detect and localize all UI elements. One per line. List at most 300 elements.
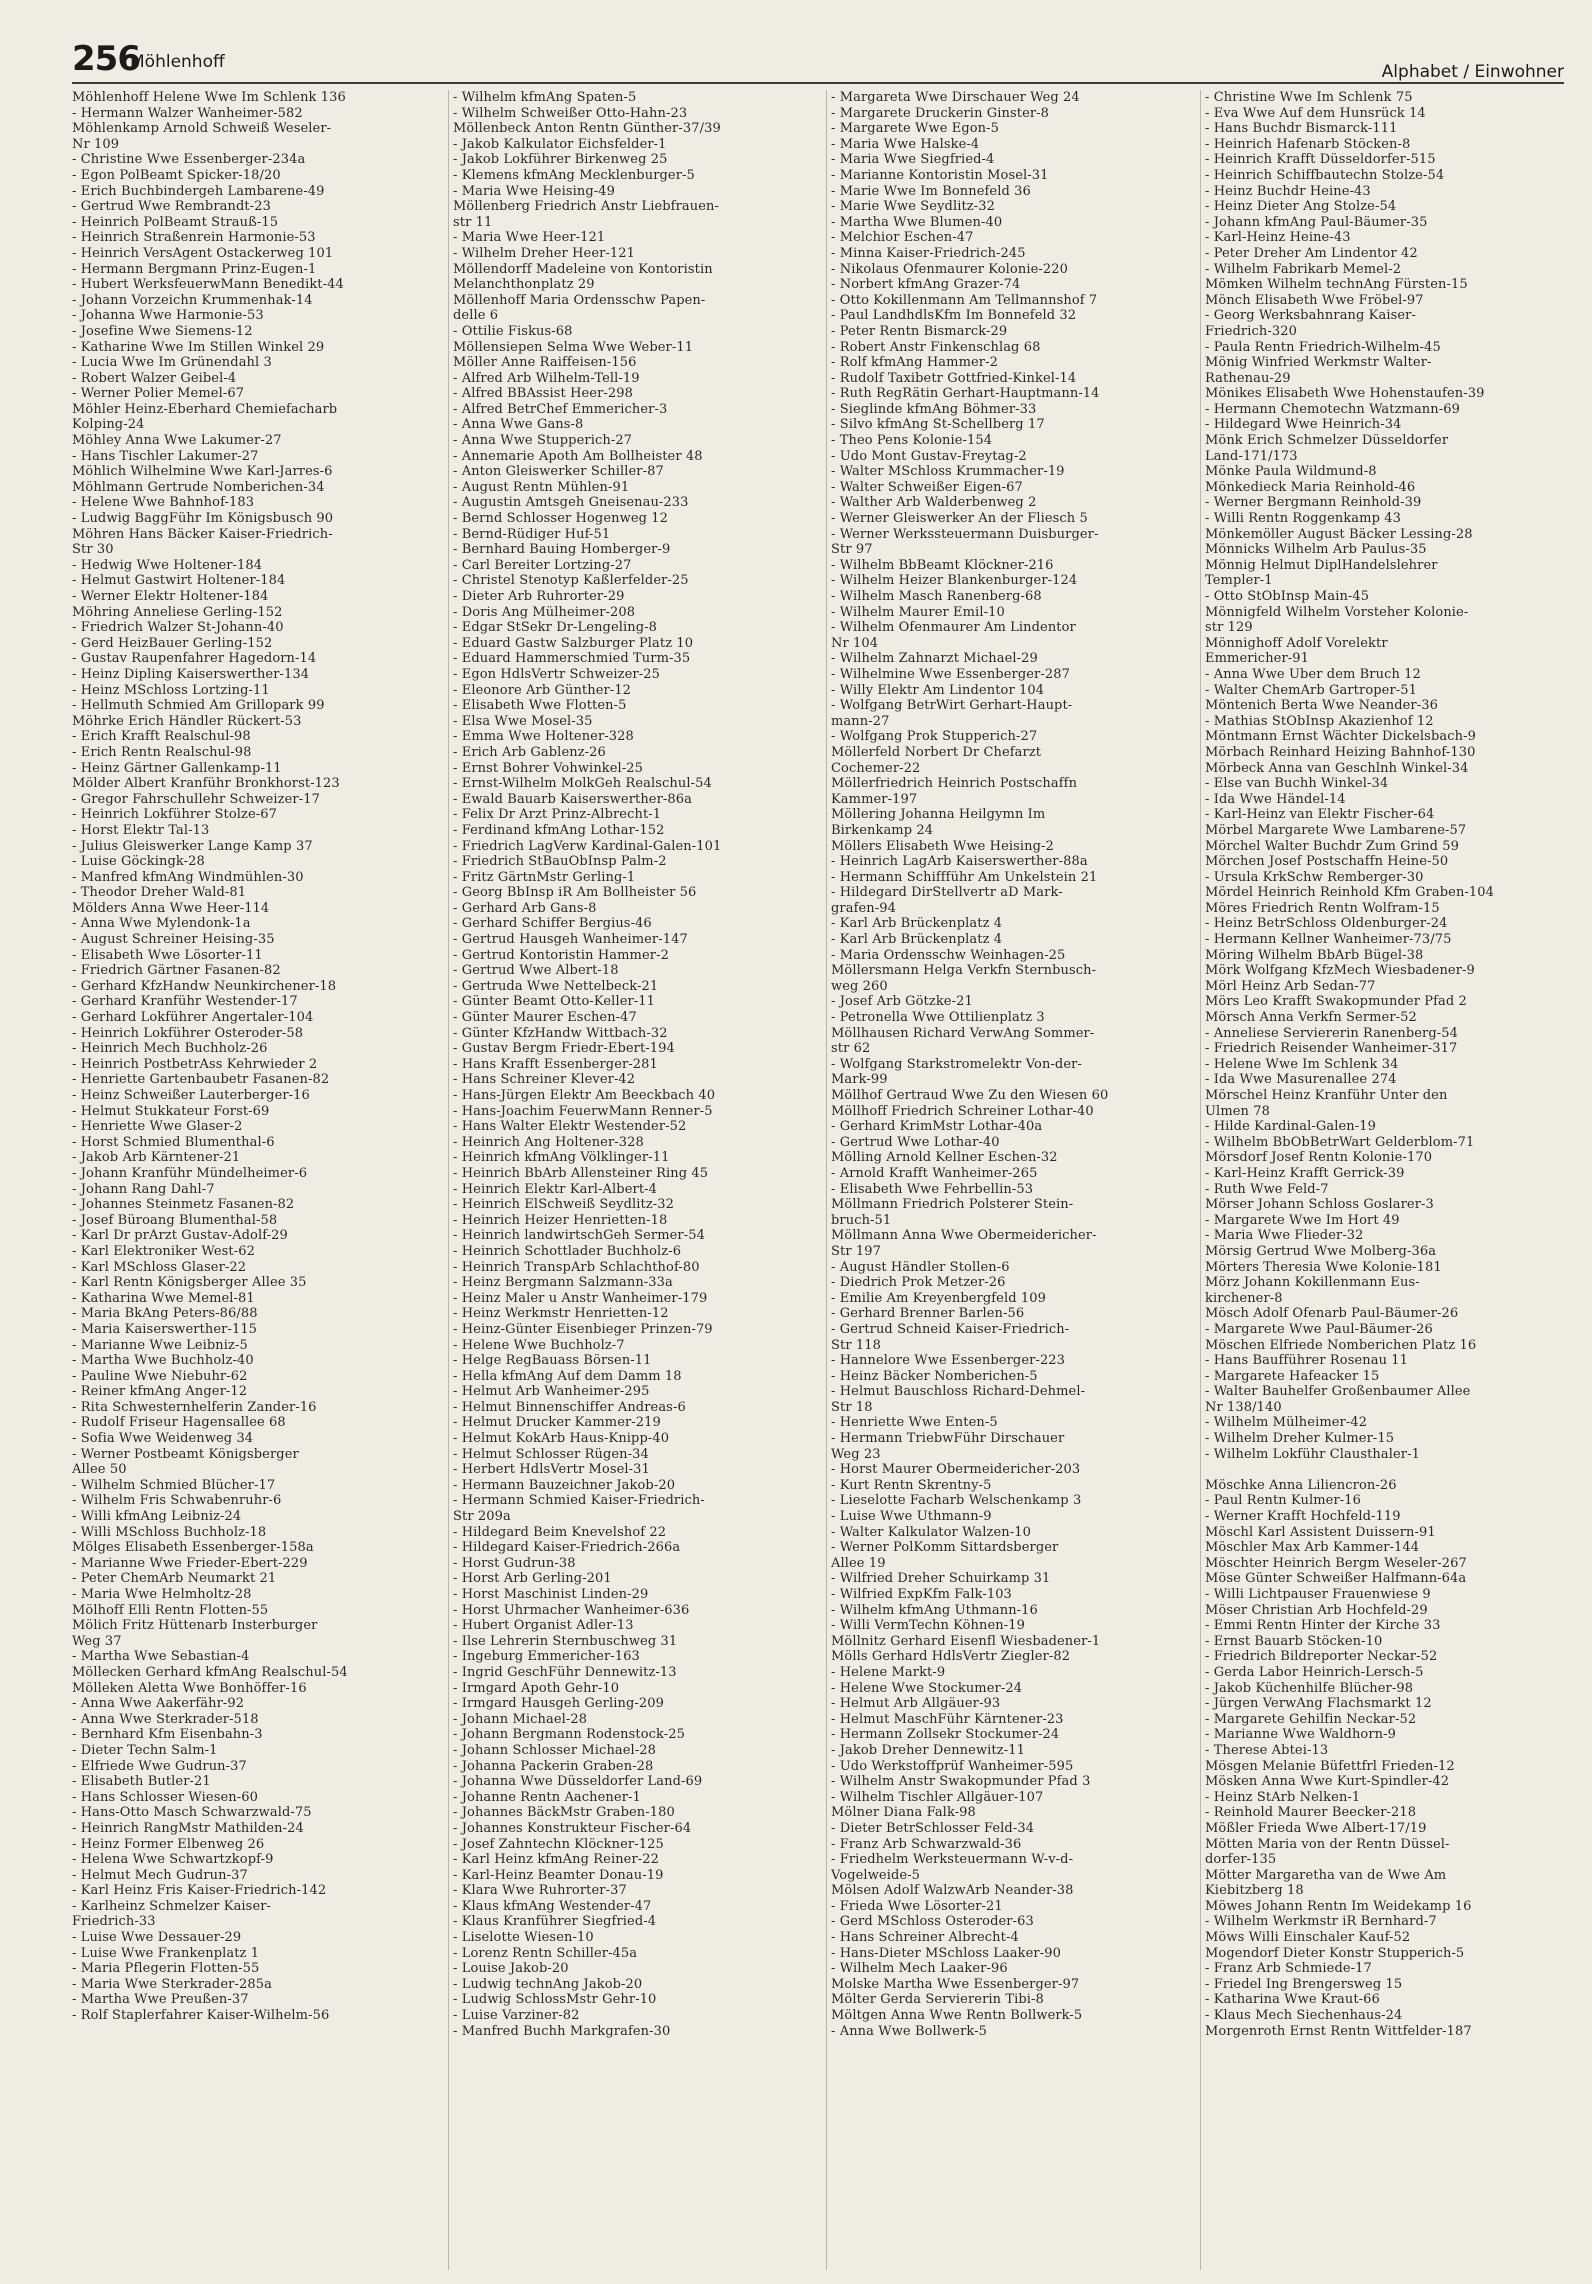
- directory-entry: - August Händler Stollen-6: [831, 1259, 1010, 1275]
- directory-entry: Friedrich-33: [72, 1914, 156, 1930]
- directory-entry: - Ruth Wwe Feld-7: [1205, 1181, 1329, 1197]
- directory-entry: - Heinz BetrSchloss Oldenburger-24: [1205, 916, 1448, 932]
- directory-entry: Mölleken Aletta Wwe Bonhöffer-16: [72, 1680, 307, 1696]
- directory-entry: Möllers Elisabeth Wwe Heising-2: [831, 838, 1054, 854]
- directory-entry: Emmericher-91: [1205, 651, 1310, 667]
- directory-entry: - Arnold Krafft Wanheimer-265: [831, 1165, 1038, 1181]
- directory-entry: bruch-51: [831, 1212, 892, 1228]
- directory-entry: - Bernd Schlosser Hogenweg 12: [453, 511, 669, 527]
- directory-entry: Mölders Anna Wwe Heer-114: [72, 900, 270, 916]
- directory-entry: Möllnitz Gerhard Eisenfl Wiesbadener-1: [831, 1633, 1101, 1649]
- directory-entry: - Georg Werksbahnrang Kaiser-: [1205, 308, 1416, 324]
- directory-entry: - Christine Wwe Essenberger-234a: [72, 152, 306, 168]
- directory-entry: - Klaus kfmAng Westender-47: [453, 1898, 652, 1914]
- directory-entry: - Klaus Mech Siechenhaus-24: [1205, 2008, 1403, 2024]
- directory-columns: [72, 90, 1564, 2270]
- directory-entry: - Elfriede Wwe Gudrun-37: [72, 1758, 247, 1774]
- directory-entry: - Liselotte Wiesen-10: [453, 1930, 594, 1946]
- directory-entry: - Eleonore Arb Günther-12: [453, 682, 632, 698]
- directory-entry: str 11: [453, 214, 493, 230]
- directory-entry: - Egon HdlsVertr Schweizer-25: [453, 666, 660, 682]
- directory-entry: - Hans Krafft Essenberger-281: [453, 1056, 658, 1072]
- directory-entry: - Horst Gudrun-38: [453, 1555, 576, 1571]
- directory-entry: - Friedrich Bildreporter Neckar-52: [1205, 1649, 1438, 1665]
- directory-entry: - Johann Michael-28: [453, 1711, 588, 1727]
- directory-entry: - Heinrich PolBeamt Strauß-15: [72, 214, 279, 230]
- directory-entry: - Hans-Jürgen Elektr Am Beeckbach 40: [453, 1088, 716, 1103]
- directory-entry: - Hedwig Wwe Holtener-184: [72, 557, 263, 573]
- directory-entry: Möschke Anna Liliencron-26: [1205, 1477, 1397, 1493]
- directory-entry: - Emma Wwe Holtener-328: [453, 729, 634, 745]
- directory-entry: Möller Anne Raiffeisen-156: [453, 355, 637, 371]
- directory-entry: - Helge RegBauass Börsen-11: [453, 1353, 652, 1369]
- directory-entry: - Josef Arb Götzke-21: [831, 994, 973, 1010]
- directory-entry: - Helmut Arb Allgäuer-93: [831, 1696, 1001, 1712]
- directory-entry: - Marianne Wwe Waldhorn-9: [1205, 1727, 1397, 1743]
- directory-entry: - Johann Bergmann Rodenstock-25: [453, 1727, 685, 1743]
- directory-entry: - Willi MSchloss Buchholz-18: [72, 1524, 267, 1540]
- directory-entry: - Ludwig technAng Jakob-20: [453, 1976, 643, 1992]
- directory-entry: - Wilfried Dreher Schuirkamp 31: [831, 1571, 1051, 1587]
- directory-entry: - Johanna Packerin Graben-28: [453, 1758, 654, 1774]
- directory-entry: - Heinz Bäcker Nomberichen-5: [831, 1368, 1038, 1384]
- directory-entry: Mönch Elisabeth Wwe Fröbel-97: [1205, 292, 1424, 308]
- directory-entry: - Willi Lichtpauser Frauenwiese 9: [1205, 1587, 1431, 1602]
- directory-entry: - Hans Walter Elektr Westender-52: [453, 1119, 687, 1135]
- directory-entry: - Maria Wwe Siegfried-4: [831, 152, 995, 168]
- directory-entry: - Luise Wwe Dessauer-29: [72, 1930, 242, 1946]
- directory-entry: - Felix Dr Arzt Prinz-Albrecht-1: [453, 807, 662, 823]
- directory-entry: - Heinrich landwirtschGeh Sermer-54: [453, 1228, 705, 1244]
- directory-entry: - Marie Wwe Im Bonnefeld 36: [831, 183, 1031, 199]
- directory-entry: - Julius Gleiswerker Lange Kamp 37: [72, 838, 313, 854]
- directory-entry: - Kurt Rentn Skrentny-5: [831, 1477, 992, 1493]
- directory-entry: - Bernd-Rüdiger Huf-51: [453, 526, 611, 542]
- directory-entry: Morgenroth Ernst Rentn Wittfelder-187: [1205, 2023, 1472, 2039]
- directory-entry: - Helene Wwe Im Schlenk 34: [1205, 1056, 1399, 1072]
- directory-entry: - Rita Schwesternhelferin Zander-16: [72, 1399, 317, 1415]
- directory-entry: - Heinz Bergmann Salzmann-33a: [453, 1275, 673, 1291]
- directory-entry: Rathenau-29: [1205, 370, 1291, 386]
- directory-entry: Mönke Paula Wildmund-8: [1205, 464, 1377, 480]
- directory-entry: - Martha Wwe Preußen-37: [72, 1992, 249, 2008]
- directory-entry: Möschen Elfriede Nomberichen Platz 16: [1205, 1337, 1477, 1353]
- directory-entry: - Wilhelm Dreher Kulmer-15: [1205, 1431, 1395, 1447]
- directory-entry: - Wilhelm kfmAng Spaten-5: [453, 90, 637, 105]
- directory-entry: Mölner Diana Falk-98: [831, 1805, 976, 1821]
- directory-entry: - Hans Schreiner Albrecht-4: [831, 1930, 1019, 1946]
- directory-entry: Möllersmann Helga Verkfn Sternbusch-: [831, 963, 1097, 979]
- directory-entry: - Wilhelm BbObBetrWart Gelderblom-71: [1205, 1134, 1475, 1150]
- directory-entry: weg 260: [831, 978, 888, 994]
- directory-entry: - Günter KfzHandw Wittbach-32: [453, 1025, 668, 1041]
- directory-entry: - Horst Maurer Obermeidericher-203: [831, 1462, 1081, 1478]
- directory-entry: - Karl-Heinz Heine-43: [1205, 230, 1351, 246]
- directory-entry: - Manfred Buchh Markgrafen-30: [453, 2023, 671, 2039]
- directory-entry: Mölges Elisabeth Essenberger-158a: [72, 1540, 314, 1556]
- directory-entry: - Augustin Amtsgeh Gneisenau-233: [453, 495, 689, 511]
- directory-entry: - Heinrich Lokführer Osteroder-58: [72, 1025, 304, 1041]
- directory-entry: Mölder Albert Kranführ Bronkhorst-123: [72, 776, 340, 792]
- directory-entry: - Heinrich Schiffbautechn Stolze-54: [1205, 167, 1445, 183]
- directory-entry: - Werner Krafft Hochfeld-119: [1205, 1509, 1401, 1525]
- directory-entry: - Paula Rentn Friedrich-Wilhelm-45: [1205, 339, 1441, 355]
- directory-entry: Weg 37: [72, 1633, 122, 1649]
- directory-entry: Möntenich Berta Wwe Neander-36: [1205, 698, 1438, 714]
- directory-entry: - Gerd MSchloss Osteroder-63: [831, 1914, 1034, 1930]
- directory-entry: - Egon PolBeamt Spicker-18/20: [72, 167, 281, 183]
- directory-entry: - Katharina Wwe Kraut-66: [1205, 1992, 1380, 2008]
- directory-entry: - Friedrich Gärtner Fasanen-82: [72, 963, 281, 979]
- directory-entry: Str 30: [72, 542, 114, 558]
- directory-entry: - Hermann Kellner Wanheimer-73/75: [1205, 932, 1452, 948]
- directory-entry: - Dieter BetrSchlosser Feld-34: [831, 1820, 1035, 1836]
- directory-entry: - Lieselotte Facharb Welschenkamp 3: [831, 1493, 1082, 1509]
- directory-entry: Möntmann Ernst Wächter Dickelsbach-9: [1205, 729, 1476, 745]
- directory-entry: - Helmut KokArb Haus-Knipp-40: [453, 1431, 670, 1447]
- directory-entry: Ulmen 78: [1205, 1103, 1270, 1119]
- directory-entry: delle 6: [453, 308, 499, 324]
- directory-entry: - Manfred kfmAng Windmühlen-30: [72, 869, 304, 885]
- directory-entry: - Eduard Gastw Salzburger Platz 10: [453, 635, 694, 651]
- directory-entry: Molske Martha Wwe Essenberger-97: [831, 1976, 1080, 1992]
- directory-entry: - Hubert WerksfeuerwMann Benedikt-44: [72, 277, 344, 293]
- directory-entry: - Rolf kfmAng Hammer-2: [831, 355, 998, 371]
- directory-entry: Mörs Leo Krafft Swakopmunder Pfad 2: [1205, 994, 1467, 1010]
- directory-entry: - Lucia Wwe Im Grünendahl 3: [72, 355, 272, 371]
- directory-entry: - Wilhelm Masch Ranenberg-68: [831, 589, 1042, 604]
- directory-entry: - Gerhard Lokführer Angertaler-104: [72, 1010, 314, 1026]
- directory-entry: - Hildegard DirStellvertr aD Mark-: [831, 885, 1063, 901]
- directory-entry: - Gerhard Brenner Barlen-56: [831, 1306, 1025, 1322]
- directory-entry: - Werner Gleiswerker An der Fliesch 5: [831, 511, 1088, 527]
- directory-entry: Str 197: [831, 1243, 881, 1259]
- directory-entry: - Wilhelm Mülheimer-42: [1205, 1415, 1368, 1431]
- directory-entry: Friedrich-320: [1205, 323, 1297, 339]
- directory-entry: Mörz Johann Kokillenmann Eus-: [1205, 1275, 1420, 1291]
- directory-entry: - Werner PolKomm Sittardsberger: [831, 1540, 1059, 1556]
- directory-entry: - Hilde Kardinal-Galen-19: [1205, 1119, 1376, 1135]
- directory-entry: - Luise Wwe Uthmann-9: [831, 1509, 992, 1525]
- directory-entry: Allee 50: [72, 1462, 127, 1478]
- directory-entry: - Sofia Wwe Weidenweg 34: [72, 1431, 254, 1447]
- directory-entry: - Günter Maurer Eschen-47: [453, 1010, 637, 1026]
- directory-entry: - Wilhelm Lokführ Clausthaler-1: [1205, 1446, 1420, 1462]
- directory-entry: - Johannes BäckMstr Graben-180: [453, 1805, 675, 1821]
- directory-entry: - Peter ChemArb Neumarkt 21: [72, 1571, 277, 1587]
- directory-entry: - Heinrich Schottlader Buchholz-6: [453, 1243, 682, 1259]
- directory-entry: - Anna Wwe Sterkrader-518: [72, 1711, 259, 1727]
- directory-entry: - Hans-Otto Masch Schwarzwald-75: [72, 1805, 312, 1821]
- directory-entry: - Hans Schreiner Klever-42: [453, 1072, 636, 1088]
- directory-entry: - Heinrich Elektr Karl-Albert-4: [453, 1181, 658, 1197]
- directory-entry: Mölls Gerhard HdlsVertr Ziegler-82: [831, 1649, 1071, 1665]
- directory-entry: - Margarete Wwe Im Hort 49: [1205, 1212, 1400, 1228]
- directory-entry: - Willi VermTechn Köhnen-19: [831, 1618, 1025, 1634]
- directory-entry: - Friedrich Walzer St-Johann-40: [72, 620, 284, 636]
- directory-entry: Möhring Anneliese Gerling-152: [72, 604, 283, 620]
- directory-entry: - Christine Wwe Im Schlenk 75: [1205, 90, 1413, 105]
- directory-entry: - Hella kfmAng Auf dem Damm 18: [453, 1368, 682, 1384]
- directory-entry: Möws Willi Einschaler Kauf-52: [1205, 1930, 1411, 1946]
- directory-entry: Möse Günter Schweißer Halfmann-64a: [1205, 1571, 1467, 1587]
- directory-entry: Kammer-197: [831, 791, 918, 807]
- directory-entry: - Karl Arb Brückenplatz 4: [831, 932, 1003, 948]
- directory-entry: Mönkedieck Maria Reinhold-46: [1205, 479, 1416, 495]
- directory-entry: - Maria Kaiserswerther-115: [72, 1321, 258, 1337]
- directory-entry: - Willi kfmAng Leibniz-24: [72, 1509, 242, 1525]
- directory-entry: - Heinrich PostbetrAss Kehrwieder 2: [72, 1056, 318, 1072]
- directory-entry: Möser Christian Arb Hochfeld-29: [1205, 1602, 1428, 1618]
- directory-entry: Mösken Anna Wwe Kurt-Spindler-42: [1205, 1774, 1450, 1790]
- directory-entry: - Ernst-Wilhelm MolkGeh Realschul-54: [453, 776, 712, 792]
- directory-entry: - Norbert kfmAng Grazer-74: [831, 277, 1021, 293]
- directory-entry: - Ruth RegRätin Gerhart-Hauptmann-14: [831, 386, 1100, 402]
- directory-entry: - Karl Arb Brückenplatz 4: [831, 916, 1003, 932]
- directory-entry: - Klemens kfmAng Mecklenburger-5: [453, 167, 695, 183]
- directory-entry: - Katharina Wwe Memel-81: [72, 1290, 255, 1306]
- directory-entry: Mösch Adolf Ofenarb Paul-Bäumer-26: [1205, 1306, 1459, 1322]
- directory-entry: - Maria Ordensschw Weinhagen-25: [831, 947, 1066, 963]
- directory-entry: Mönig Winfried Werkmstr Walter-: [1205, 355, 1432, 371]
- directory-entry: - Jürgen VerwAng Flachsmarkt 12: [1205, 1696, 1432, 1712]
- directory-entry: Möllenhoff Maria Ordensschw Papen-: [453, 292, 706, 308]
- directory-entry: Möschter Heinrich Bergm Weseler-267: [1205, 1555, 1467, 1571]
- directory-entry: - Horst Elektr Tal-13: [72, 822, 210, 838]
- directory-entry: - Franz Arb Schmiede-17: [1205, 1961, 1372, 1977]
- directory-entry: - Karl MSchloss Glaser-22: [72, 1259, 247, 1275]
- directory-entry: - Ludwig SchlossMstr Gehr-10: [453, 1992, 657, 2008]
- directory-entry: - Johannes Steinmetz Fasanen-82: [72, 1197, 295, 1213]
- directory-entry: - Henriette Wwe Glaser-2: [72, 1119, 243, 1135]
- directory-entry: Möllhoff Friedrich Schreiner Lothar-40: [831, 1103, 1094, 1119]
- directory-entry: - Wilhelm Schweißer Otto-Hahn-23: [453, 105, 688, 121]
- directory-entry: - Walter Bauhelfer Großenbaumer Allee: [1205, 1384, 1471, 1400]
- directory-entry: - Maria Wwe Heising-49: [453, 183, 616, 199]
- directory-entry: Möhlich Wilhelmine Wwe Karl-Jarres-6: [72, 464, 333, 480]
- directory-entry: - Wilhelm Mech Laaker-96: [831, 1961, 1008, 1977]
- directory-entry: - Elsa Wwe Mosel-35: [453, 713, 593, 729]
- directory-entry: Nr 109: [72, 136, 120, 152]
- directory-entry: Str 209a: [453, 1509, 511, 1525]
- page-header: [72, 38, 1564, 84]
- directory-entry: Mark-99: [831, 1072, 888, 1088]
- directory-entry: Mönnig Helmut DiplHandelslehrer: [1205, 557, 1438, 573]
- directory-entry: - Maria Pflegerin Flotten-55: [72, 1961, 260, 1977]
- directory-entry: - Louise Jakob-20: [453, 1961, 569, 1977]
- directory-entry: - Karlheinz Schmelzer Kaiser-: [72, 1898, 272, 1914]
- directory-entry: Mördel Heinrich Reinhold Kfm Graben-104: [1205, 885, 1495, 901]
- directory-entry: - Ewald Bauarb Kaiserswerther-86a: [453, 791, 692, 807]
- directory-entry: - Erich Krafft Realschul-98: [72, 729, 251, 745]
- directory-entry: Möhley Anna Wwe Lakumer-27: [72, 433, 282, 449]
- directory-entry: - Franz Arb Schwarzwald-36: [831, 1836, 1022, 1852]
- directory-entry: Mörters Theresia Wwe Kolonie-181: [1205, 1259, 1442, 1275]
- directory-entry: - Heinrich Ang Holtener-328: [453, 1134, 644, 1150]
- directory-entry: Möhler Heinz-Eberhard Chemiefacharb: [72, 401, 338, 417]
- directory-entry: Mößler Frieda Wwe Albert-17/19: [1205, 1820, 1427, 1836]
- directory-entry: - Petronella Wwe Ottilienplatz 3: [831, 1010, 1045, 1026]
- directory-entry: - Rudolf Taxibetr Gottfried-Kinkel-14: [831, 370, 1077, 386]
- directory-entry: Cochemer-22: [831, 760, 921, 776]
- directory-entry: kirchener-8: [1205, 1290, 1283, 1306]
- directory-entry: - Johanna Wwe Düsseldorfer Land-69: [453, 1774, 703, 1790]
- directory-entry: - Karl-Heinz van Elektr Fischer-64: [1205, 807, 1435, 823]
- column-4: [1200, 90, 1567, 2270]
- directory-entry: Möltgen Anna Wwe Rentn Bollwerk-5: [831, 2008, 1083, 2024]
- directory-entry: - Robert Walzer Geibel-4: [72, 370, 237, 386]
- directory-entry: - Hildegard Wwe Heinrich-34: [1205, 417, 1402, 433]
- directory-entry: Möllenbeck Anton Rentn Günther-37/39: [453, 121, 721, 137]
- directory-entry: - Melchior Eschen-47: [831, 230, 974, 246]
- directory-entry: - Maria Wwe Helmholtz-28: [72, 1587, 252, 1602]
- directory-entry: - Karl Elektroniker West-62: [72, 1243, 255, 1259]
- directory-entry: - Hans Tischler Lakumer-27: [72, 448, 259, 464]
- directory-entry: - Hannelore Wwe Essenberger-223: [831, 1353, 1066, 1369]
- directory-entry: - Hildegard Kaiser-Friedrich-266a: [453, 1540, 681, 1556]
- directory-entry: Mogendorf Dieter Konstr Stupperich-5: [1205, 1945, 1465, 1961]
- directory-entry: - Helene Wwe Buchholz-7: [453, 1337, 625, 1353]
- directory-entry: - Walter ChemArb Gartroper-51: [1205, 682, 1418, 698]
- directory-entry: - Dieter Arb Ruhrorter-29: [453, 589, 625, 604]
- directory-entry: - Friedrich LagVerw Kardinal-Galen-101: [453, 838, 722, 854]
- directory-entry: Mörchen Josef Postschaffn Heine-50: [1205, 854, 1449, 870]
- directory-entry: - Karl-Heinz Beamter Donau-19: [453, 1867, 664, 1883]
- directory-entry: - Maria Wwe Heer-121: [453, 230, 606, 246]
- directory-entry: - Jakob Dreher Dennewitz-11: [831, 1742, 1025, 1758]
- directory-entry: Str 118: [831, 1337, 881, 1353]
- directory-entry: - Alfred Arb Wilhelm-Tell-19: [453, 370, 640, 386]
- directory-entry: Möschl Karl Assistent Duissern-91: [1205, 1524, 1436, 1540]
- directory-entry: - Anna Wwe Stupperich-27: [453, 433, 633, 449]
- directory-entry: Möllhof Gertraud Wwe Zu den Wiesen 60: [831, 1088, 1109, 1103]
- directory-entry: - Wilhelm Ofenmaurer Am Lindentor: [831, 620, 1076, 636]
- directory-entry: Mölich Fritz Hüttenarb Insterburger: [72, 1618, 318, 1634]
- directory-entry: - Margareta Wwe Dirschauer Weg 24: [831, 90, 1080, 105]
- directory-entry: - Margarete Wwe Paul-Bäumer-26: [1205, 1321, 1433, 1337]
- directory-entry: - Alfred BetrChef Emmericher-3: [453, 401, 668, 417]
- directory-entry: Mörsch Anna Verkfn Sermer-52: [1205, 1010, 1417, 1026]
- directory-entry: - Hermann Chemotechn Watzmann-69: [1205, 401, 1460, 417]
- directory-entry: - Paul LandhdlsKfm Im Bonnefeld 32: [831, 308, 1077, 324]
- directory-entry: - Ida Wwe Händel-14: [1205, 791, 1346, 807]
- directory-entry: - Wolfgang Starkstromelektr Von-der-: [831, 1056, 1082, 1072]
- directory-entry: - Helmut Bauschloss Richard-Dehmel-: [831, 1384, 1086, 1400]
- directory-entry: - Luise Varziner-82: [453, 2008, 580, 2024]
- directory-entry: Mörbeck Anna van Geschlnh Winkel-34: [1205, 760, 1469, 776]
- directory-entry: - Walter Kalkulator Walzen-10: [831, 1524, 1031, 1540]
- directory-entry: - Friedrich Reisender Wanheimer-317: [1205, 1041, 1458, 1057]
- directory-entry: - Hermann Walzer Wanheimer-582: [72, 105, 303, 121]
- directory-entry: - Heinrich BbArb Allensteiner Ring 45: [453, 1165, 709, 1181]
- directory-entry: - Gertruda Wwe Nettelbeck-21: [453, 978, 659, 994]
- directory-entry: - Ingeburg Emmericher-163: [453, 1649, 640, 1665]
- directory-entry: - Ursula KrkSchw Remberger-30: [1205, 869, 1424, 885]
- directory-entry: - Gustav Bergm Friedr-Ebert-194: [453, 1041, 675, 1057]
- directory-entry: - Bernhard Bauing Homberger-9: [453, 542, 671, 558]
- directory-entry: - Wolfgang Prok Stupperich-27: [831, 729, 1038, 745]
- column-2: [448, 90, 815, 2270]
- directory-entry: - Dieter Techn Salm-1: [72, 1742, 218, 1758]
- directory-entry: - Martha Wwe Sebastian-4: [72, 1649, 250, 1665]
- directory-entry: Möllenberg Friedrich Anstr Liebfrauen-: [453, 199, 719, 215]
- directory-entry: - Henriette Wwe Enten-5: [831, 1415, 998, 1431]
- directory-entry: - Otto Kokillenmann Am Tellmannshof 7: [831, 292, 1098, 308]
- directory-entry: - Wilhelm Fabrikarb Memel-2: [1205, 261, 1402, 277]
- directory-entry: - Erich Buchbindergeh Lambarene-49: [72, 183, 325, 199]
- directory-entry: - Jakob Arb Kärntener-21: [72, 1150, 241, 1166]
- directory-entry: - Margarete Wwe Egon-5: [831, 121, 1000, 137]
- directory-entry: - Gerda Labor Heinrich-Lersch-5: [1205, 1664, 1424, 1680]
- directory-entry: - Pauline Wwe Niebuhr-62: [72, 1368, 248, 1384]
- directory-entry: - Friedhelm Werksteuermann W-v-d-: [831, 1852, 1074, 1868]
- directory-entry: - Hermann TriebwFühr Dirschauer: [831, 1431, 1065, 1447]
- directory-entry: - Theo Pens Kolonie-154: [831, 433, 993, 449]
- directory-entry: - Gustav Raupenfahrer Hagedorn-14: [72, 651, 317, 667]
- directory-entry: - Fritz GärtnMstr Gerling-1: [453, 869, 636, 885]
- directory-entry: - Helmut Schlosser Rügen-34: [453, 1446, 649, 1462]
- directory-entry: - Georg BbInsp iR Am Bollheister 56: [453, 885, 697, 901]
- directory-entry: - Marianne Wwe Leibniz-5: [72, 1337, 248, 1353]
- directory-entry: - Johann Rang Dahl-7: [72, 1181, 215, 1197]
- directory-entry: Mönikes Elisabeth Wwe Hohenstaufen-39: [1205, 386, 1485, 402]
- directory-entry: - Silvo kfmAng St-Schellberg 17: [831, 417, 1045, 433]
- directory-entry: - Rolf Staplerfahrer Kaiser-Wilhelm-56: [72, 2008, 330, 2024]
- directory-entry: - Werner Elektr Holtener-184: [72, 589, 269, 604]
- directory-entry: - Luise Göckingk-28: [72, 854, 205, 870]
- directory-entry: - Wolfgang BetrWirt Gerhart-Haupt-: [831, 698, 1073, 714]
- directory-entry: - Hans Baufführer Rosenau 11: [1205, 1353, 1409, 1369]
- directory-entry: Möllhausen Richard VerwAng Sommer-: [831, 1025, 1095, 1041]
- directory-entry: - Karl Dr prArzt Gustav-Adolf-29: [72, 1228, 288, 1244]
- directory-entry: Nr 138/140: [1205, 1399, 1282, 1415]
- directory-entry: - Horst Arb Gerling-201: [453, 1571, 612, 1587]
- directory-entry: Mölling Arnold Kellner Eschen-32: [831, 1150, 1058, 1166]
- directory-entry: - Gerhard KrimMstr Lothar-40a: [831, 1119, 1043, 1135]
- directory-entry: - Reinhold Maurer Beecker-218: [1205, 1805, 1417, 1821]
- directory-entry: - Werner Bergmann Reinhold-39: [1205, 495, 1422, 511]
- directory-entry: Mölhoff Elli Rentn Flotten-55: [72, 1602, 269, 1618]
- directory-entry: Mönk Erich Schmelzer Düsseldorfer: [1205, 433, 1449, 449]
- directory-entry: - Karl Heinz Fris Kaiser-Friedrich-142: [72, 1883, 327, 1899]
- directory-entry: - Ernst Bauarb Stöcken-10: [1205, 1633, 1383, 1649]
- directory-entry: Kiebitzberg 18: [1205, 1883, 1304, 1899]
- directory-entry: - Emmi Rentn Hinter der Kirche 33: [1205, 1618, 1441, 1634]
- directory-entry: - Gertrud Kontoristin Hammer-2: [453, 947, 669, 963]
- directory-entry: - Johannes Konstrukteur Fischer-64: [453, 1820, 692, 1836]
- directory-entry: - Heinrich TranspArb Schlachthof-80: [453, 1259, 700, 1275]
- directory-entry: Mölsen Adolf WalzwArb Neander-38: [831, 1883, 1074, 1899]
- directory-entry: - Willi Rentn Roggenkamp 43: [1205, 511, 1401, 527]
- directory-entry: - Irmgard Apoth Gehr-10: [453, 1680, 620, 1696]
- directory-entry: - Günter Beamt Otto-Keller-11: [453, 994, 656, 1010]
- directory-entry: Mösgen Melanie Büfettfrl Frieden-12: [1205, 1758, 1455, 1774]
- directory-entry: - Heinz Buchdr Heine-43: [1205, 183, 1371, 199]
- directory-entry: - Elisabeth Wwe Lösorter-11: [72, 947, 263, 963]
- directory-entry: - Erich Rentn Realschul-98: [72, 744, 252, 760]
- directory-entry: - Josefine Wwe Siemens-12: [72, 323, 253, 339]
- directory-entry: Mölter Gerda Serviererin Tibi-8: [831, 1992, 1044, 2008]
- directory-entry: - Johann Schlosser Michael-28: [453, 1742, 657, 1758]
- directory-entry: - Wilhelm kfmAng Uthmann-16: [831, 1602, 1038, 1618]
- directory-entry: - Ingrid GeschFühr Dennewitz-13: [453, 1664, 677, 1680]
- directory-entry: - Udo Werkstoffprüf Wanheimer-595: [831, 1758, 1074, 1774]
- page-number: 256: [72, 39, 140, 79]
- directory-entry: - Hans-Joachim FeuerwMann Renner-5: [453, 1103, 713, 1119]
- directory-entry: - Ilse Lehrerin Sternbuschweg 31: [453, 1633, 678, 1649]
- directory-entry: - Gerhard Kranführ Westender-17: [72, 994, 298, 1010]
- directory-entry: Mönnicks Wilhelm Arb Paulus-35: [1205, 542, 1427, 558]
